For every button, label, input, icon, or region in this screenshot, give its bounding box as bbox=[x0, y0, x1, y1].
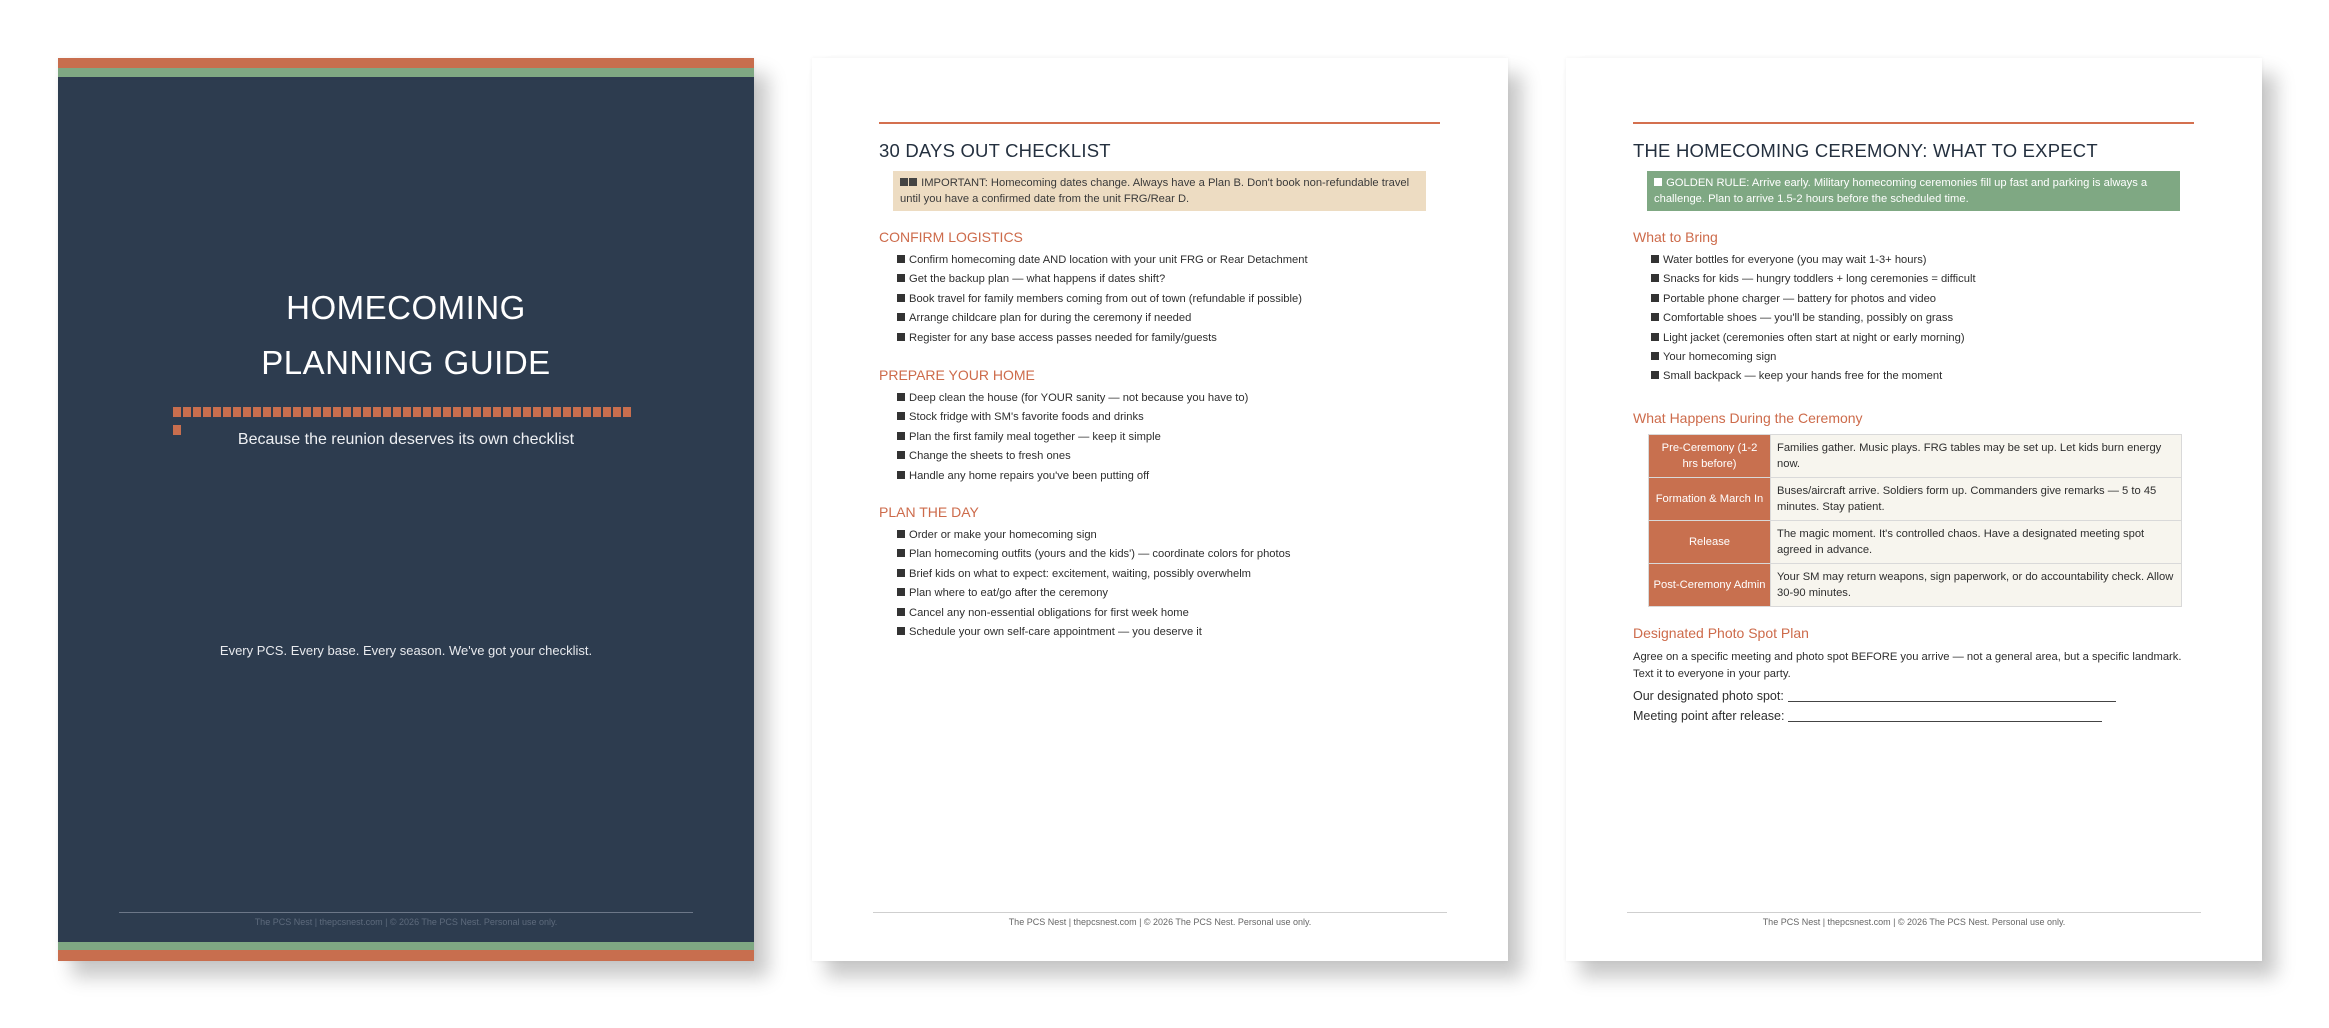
divider-segment bbox=[543, 407, 551, 417]
timeline-desc: Families gather. Music plays. FRG tables may be set up. Let kids burn energy now. bbox=[1771, 435, 2182, 478]
divider-segment bbox=[193, 407, 201, 417]
divider-segment bbox=[263, 407, 271, 417]
meeting-point-field[interactable] bbox=[1633, 709, 2203, 723]
section-heading: What to Bring bbox=[1633, 229, 1718, 245]
divider-segment bbox=[613, 407, 621, 417]
cover-title-line1: HOMECOMING bbox=[286, 289, 526, 326]
divider-segment bbox=[383, 407, 391, 417]
checkbox-icon[interactable] bbox=[897, 530, 905, 538]
divider-segment bbox=[493, 407, 501, 417]
top-green-stripe bbox=[58, 68, 754, 77]
divider-segment bbox=[273, 407, 281, 417]
checklist-item-text: Confirm homecoming date AND location with your unit FRG or Rear Detachment bbox=[909, 254, 1308, 266]
checklist-item[interactable] bbox=[897, 391, 1248, 410]
bring-item-text: Snacks for kids — hungry toddlers + long ceremonies = difficult bbox=[1663, 273, 1976, 286]
checkbox-icon[interactable] bbox=[897, 627, 905, 635]
page-title: 30 DAYS OUT CHECKLIST bbox=[879, 140, 1111, 161]
section-heading: PREPARE YOUR HOME bbox=[879, 367, 1035, 383]
divider-segment bbox=[173, 407, 181, 417]
divider-segment bbox=[293, 407, 301, 417]
section-heading: PLAN THE DAY bbox=[879, 504, 979, 520]
photo-spot-field[interactable] bbox=[1633, 689, 2203, 703]
divider-segment bbox=[413, 407, 421, 417]
divider-segment bbox=[313, 407, 321, 417]
divider-segment bbox=[283, 407, 291, 417]
important-note-text: IMPORTANT: Homecoming dates change. Always have a Plan B. Don't book non-refundable travel until you have a confirmed date from the unit FRG/Rear D. bbox=[900, 177, 1410, 205]
divider-segment bbox=[603, 407, 611, 417]
checklist-item[interactable] bbox=[897, 292, 1308, 311]
divider-segment bbox=[203, 407, 211, 417]
warning-icon bbox=[900, 178, 908, 186]
checkbox-icon[interactable] bbox=[1651, 371, 1659, 379]
table-row bbox=[1649, 478, 2182, 521]
divider-segment bbox=[183, 407, 191, 417]
checklist-item[interactable] bbox=[897, 567, 1290, 586]
divider-segment bbox=[583, 407, 591, 417]
bring-item-text: Small backpack — keep your hands free for the moment bbox=[1663, 370, 1943, 383]
bring-item-text: Your homecoming sign bbox=[1663, 350, 1777, 363]
bring-item[interactable] bbox=[1651, 369, 1976, 388]
divider-segment bbox=[423, 407, 431, 417]
checklist-item[interactable] bbox=[897, 449, 1248, 468]
checklist-item-text: Order or make your homecoming sign bbox=[909, 529, 1097, 541]
meeting-point-label: Meeting point after release: bbox=[1633, 709, 1785, 723]
checklist-item[interactable] bbox=[897, 528, 1290, 547]
timeline-stage: Pre-Ceremony (1-2 hrs before) bbox=[1649, 435, 1771, 478]
bring-item-text: Water bottles for everyone (you may wait 1-3+ hours) bbox=[1663, 254, 1927, 266]
timeline-desc: The magic moment. It's controlled chaos. Have a designated meeting spot agreed in advance. bbox=[1771, 521, 2182, 564]
divider-segment bbox=[433, 407, 441, 417]
checkbox-icon[interactable] bbox=[897, 608, 905, 616]
important-note bbox=[893, 171, 1426, 211]
checkbox-icon[interactable] bbox=[897, 333, 905, 341]
divider-segment bbox=[243, 407, 251, 417]
checklist-item[interactable] bbox=[897, 606, 1290, 625]
section-heading: Designated Photo Spot Plan bbox=[1633, 625, 1809, 641]
warning-icon bbox=[909, 178, 917, 186]
footer-rule bbox=[873, 912, 1447, 913]
checkbox-icon[interactable] bbox=[1651, 313, 1659, 321]
divider-segment bbox=[213, 407, 221, 417]
bring-item[interactable] bbox=[1651, 350, 1976, 369]
divider-segment bbox=[483, 407, 491, 417]
divider-segment bbox=[223, 407, 231, 417]
checklist-item[interactable] bbox=[897, 311, 1308, 330]
bring-item-text: Light jacket (ceremonies often start at night or early morning) bbox=[1663, 331, 1965, 344]
divider-segment bbox=[393, 407, 401, 417]
cover-title-line2: PLANNING GUIDE bbox=[261, 344, 551, 381]
bring-item-text: Comfortable shoes — you'll be standing, possibly on grass bbox=[1663, 312, 1954, 325]
bring-item[interactable] bbox=[1651, 311, 1976, 330]
checkbox-icon[interactable] bbox=[897, 393, 905, 401]
divider-segment bbox=[403, 407, 411, 417]
section-heading: CONFIRM LOGISTICS bbox=[879, 229, 1023, 245]
checklist-item-text: Deep clean the house (for YOUR sanity — not because you have to) bbox=[909, 392, 1249, 404]
checklist-item-text: Plan homecoming outfits (yours and the kids') — coordinate colors for photos bbox=[909, 548, 1291, 561]
ceremony-timeline-table bbox=[1648, 434, 2182, 607]
checkbox-icon[interactable] bbox=[1651, 333, 1659, 341]
checkbox-icon[interactable] bbox=[1651, 274, 1659, 282]
checklist-item-text: Stock fridge with SM's favorite foods and drinks bbox=[909, 411, 1144, 424]
divider-segment bbox=[453, 407, 461, 417]
photo-spot-label: Our designated photo spot: bbox=[1633, 689, 1784, 703]
divider-segment bbox=[463, 407, 471, 417]
divider-segment bbox=[353, 407, 361, 417]
checklist-item[interactable] bbox=[897, 331, 1308, 350]
section-photo-spot bbox=[1633, 625, 2203, 723]
divider-segment bbox=[503, 407, 511, 417]
bring-item[interactable] bbox=[1651, 292, 1976, 311]
cover-footer-rule bbox=[119, 912, 693, 913]
checklist-item-text: Plan where to eat/go after the ceremony bbox=[909, 587, 1109, 600]
photo-spot-text: Agree on a specific meeting and photo spot BEFORE you arrive — not a general area, but a specific landmark. Text it to everyone in your party. bbox=[1633, 651, 2182, 680]
divider-segment bbox=[623, 407, 631, 417]
divider-segment bbox=[323, 407, 331, 417]
checkbox-icon[interactable] bbox=[897, 432, 905, 440]
divider-segment bbox=[523, 407, 531, 417]
timeline-stage: Post-Ceremony Admin bbox=[1649, 564, 1771, 607]
divider-segment bbox=[553, 407, 561, 417]
checklist-item-text: Change the sheets to fresh ones bbox=[909, 450, 1071, 463]
table-row bbox=[1649, 435, 2182, 478]
checklist-item[interactable] bbox=[897, 586, 1290, 605]
checklist-item-text: Schedule your own self-care appointment — you deserve it bbox=[909, 625, 1202, 638]
checkbox-icon[interactable] bbox=[1651, 255, 1659, 263]
checklist-item[interactable] bbox=[897, 430, 1248, 449]
checklist-item-text: Handle any home repairs you've been putting off bbox=[909, 469, 1150, 482]
divider-segment bbox=[563, 407, 571, 417]
top-orange-stripe bbox=[58, 58, 754, 68]
table-row bbox=[1649, 564, 2182, 607]
checkbox-icon[interactable] bbox=[1651, 352, 1659, 360]
golden-rule-text: GOLDEN RULE: Arrive early. Military homecoming ceremonies fill up fast and parking is always a challenge. Plan to arrive 1.5-2 hours before the scheduled time. bbox=[1654, 177, 2148, 205]
checklist-item[interactable] bbox=[897, 253, 1308, 272]
table-row bbox=[1649, 521, 2182, 564]
cover-subtitle: Because the reunion deserves its own checklist bbox=[237, 431, 575, 448]
meeting-point-blank[interactable] bbox=[1788, 711, 2102, 722]
checklist-item-text: Plan the first family meal together — keep it simple bbox=[909, 430, 1161, 443]
divider-segment bbox=[253, 407, 261, 417]
timeline-stage: Release bbox=[1649, 521, 1771, 564]
checklist-item[interactable] bbox=[897, 410, 1248, 429]
divider-segment bbox=[233, 407, 241, 417]
golden-rule-icon bbox=[1654, 178, 1662, 186]
timeline-desc: Buses/aircraft arrive. Soldiers form up. Commanders give remarks — 5 to 45 minutes. Stay patient. bbox=[1771, 478, 2182, 521]
checkbox-icon[interactable] bbox=[897, 255, 905, 263]
checklist-item-text: Cancel any non-essential obligations for first week home bbox=[909, 606, 1189, 619]
divider-segment bbox=[373, 407, 381, 417]
page-footer: The PCS Nest | thepcsnest.com | © 2026 The PCS Nest. Personal use only. bbox=[1762, 917, 2066, 927]
section-prepare-home bbox=[879, 367, 1248, 488]
cover-dashed-divider bbox=[173, 407, 640, 417]
bottom-green-stripe bbox=[58, 942, 754, 950]
checkbox-icon[interactable] bbox=[897, 569, 905, 577]
divider-segment bbox=[363, 407, 371, 417]
bring-item[interactable] bbox=[1651, 253, 1976, 272]
divider-segment bbox=[443, 407, 451, 417]
golden-rule-note bbox=[1647, 171, 2180, 211]
bring-item-text: Portable phone charger — battery for photos and video bbox=[1663, 292, 1937, 305]
checkbox-icon[interactable] bbox=[897, 412, 905, 420]
divider-segment bbox=[473, 407, 481, 417]
page-title: THE HOMECOMING CEREMONY: WHAT TO EXPECT bbox=[1633, 140, 2098, 161]
footer-rule bbox=[1627, 912, 2201, 913]
checklist-page bbox=[812, 58, 1508, 961]
divider-segment bbox=[573, 407, 581, 417]
checklist-item[interactable] bbox=[897, 547, 1290, 566]
section-ceremony-timeline bbox=[1633, 410, 2182, 607]
checkbox-icon[interactable] bbox=[897, 588, 905, 596]
cover-footer: The PCS Nest | thepcsnest.com | © 2026 The PCS Nest. Personal use only. bbox=[254, 917, 558, 927]
checkbox-icon[interactable] bbox=[897, 274, 905, 282]
checkbox-icon[interactable] bbox=[897, 471, 905, 479]
checkbox-icon[interactable] bbox=[897, 313, 905, 321]
checklist-item-text: Brief kids on what to expect: excitement, waiting, possibly overwhelm bbox=[909, 567, 1251, 580]
cover-tagline: Every PCS. Every base. Every season. We've got your checklist. bbox=[219, 643, 593, 658]
bring-item[interactable] bbox=[1651, 331, 1976, 350]
checkbox-icon[interactable] bbox=[897, 294, 905, 302]
checklist-item-text: Get the backup plan — what happens if dates shift? bbox=[909, 273, 1166, 286]
divider-segment bbox=[343, 407, 351, 417]
photo-spot-blank[interactable] bbox=[1788, 691, 2116, 702]
section-plan-the-day bbox=[879, 504, 1290, 644]
header-rule bbox=[1633, 122, 2194, 124]
checkbox-icon[interactable] bbox=[897, 549, 905, 557]
checkbox-icon[interactable] bbox=[897, 451, 905, 459]
checklist-item-text: Book travel for family members coming from out of town (refundable if possible) bbox=[909, 292, 1302, 305]
page-footer: The PCS Nest | thepcsnest.com | © 2026 The PCS Nest. Personal use only. bbox=[1008, 917, 1312, 927]
divider-segment bbox=[533, 407, 541, 417]
checklist-item[interactable] bbox=[897, 625, 1290, 644]
bottom-orange-stripe bbox=[58, 950, 754, 961]
checklist-item-text: Register for any base access passes needed for family/guests bbox=[909, 331, 1217, 344]
bring-item[interactable] bbox=[1651, 272, 1976, 291]
divider-segment bbox=[513, 407, 521, 417]
section-confirm-logistics bbox=[879, 229, 1308, 350]
divider-segment bbox=[593, 407, 601, 417]
divider-segment bbox=[333, 407, 341, 417]
checkbox-icon[interactable] bbox=[1651, 294, 1659, 302]
cover-page bbox=[58, 58, 754, 961]
section-heading: What Happens During the Ceremony bbox=[1633, 410, 1863, 426]
divider-segment bbox=[303, 407, 311, 417]
ceremony-page bbox=[1566, 58, 2262, 961]
header-rule bbox=[879, 122, 1440, 124]
checklist-item-text: Arrange childcare plan for during the ceremony if needed bbox=[909, 312, 1192, 325]
timeline-stage: Formation & March In bbox=[1649, 478, 1771, 521]
checklist-item[interactable] bbox=[897, 272, 1308, 291]
timeline-desc: Your SM may return weapons, sign paperwork, or do accountability check. Allow 30-90 minutes. bbox=[1771, 564, 2182, 607]
cover-title bbox=[58, 280, 754, 390]
checklist-item[interactable] bbox=[897, 469, 1248, 488]
section-what-to-bring bbox=[1633, 229, 1976, 389]
